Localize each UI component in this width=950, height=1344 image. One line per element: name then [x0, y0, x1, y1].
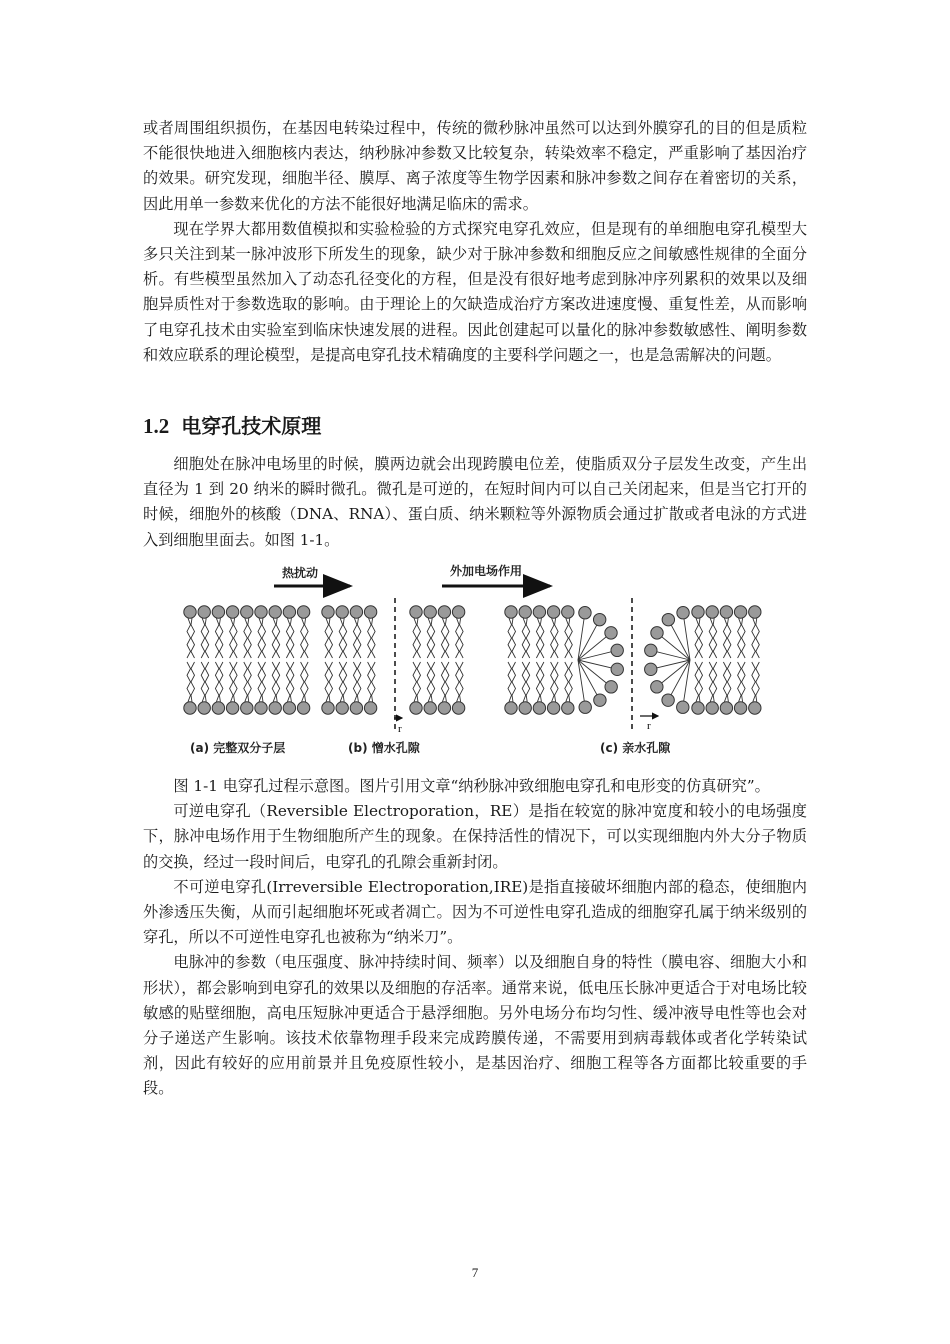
page-number: 7 — [471, 1265, 479, 1280]
lipid-head — [579, 701, 591, 713]
lipid-head — [593, 613, 605, 625]
lipid-bilayer-drawing — [184, 606, 761, 714]
lipid-tail — [244, 618, 252, 658]
lipid-tail — [723, 618, 731, 658]
lipid-tail — [325, 662, 333, 702]
lipid-tail — [427, 618, 435, 658]
lipid-head — [547, 702, 559, 714]
lipid-head — [677, 607, 689, 619]
r-label-1: r — [398, 723, 402, 735]
lipid-head — [505, 702, 517, 714]
lipid-tail — [565, 662, 573, 702]
lipid-head — [350, 606, 362, 618]
lipid-tail — [353, 662, 361, 702]
lipid-head — [720, 702, 732, 714]
panel-c-label: (c) 亲水孔隙 — [600, 741, 671, 755]
irreversible-paragraph: 不可逆电穿孔(Irreversible Electroporation,IRE)是指直接破坏细胞内部的稳态，使细胞内外渗透压失衡，从而引起细胞坏死或者凋亡。因为不可逆性电穿孔造成的细胞穿孔属于纳米级别的穿孔，所以不可逆性电穿孔也被称为“纳米刀”。 — [143, 877, 807, 947]
lipid-tail — [738, 618, 746, 658]
lipid-head — [692, 606, 704, 618]
lipid-head — [297, 702, 309, 714]
lipid-tail — [272, 662, 280, 702]
lipid-head — [734, 606, 746, 618]
lipid-head — [749, 606, 761, 618]
lipid-head — [283, 606, 295, 618]
lipid-head — [241, 606, 253, 618]
lipid-head — [438, 702, 450, 714]
intro-paragraph-1: 或者周围组织损伤，在基因电转染过程中，传统的微秒脉冲虽然可以达到外膜穿孔的目的但是质粒不能很快地进入细胞核内表达，纳秒脉冲参数又比较复杂，转染效率不稳定，严重影响了基因治疗的效果。研究发现，细胞半径、膜厚、离子浓度等生物学因素和脉冲参数之间存在着密切的关系，因此用单一参数来优化的方法不能很好地满足临床的需求。 — [143, 119, 807, 213]
lipid-head — [645, 663, 657, 675]
reversible-paragraph: 可逆电穿孔（Reversible Electroporation，RE）是指在较宽的脉冲宽度和较小的电场强度下，脉冲电场作用于生物细胞所产生的现象。在保持活性的情况下，可以实现细胞内外大分子物质的交换，经过一段时间后，电穿孔的孔隙会重新封闭。 — [143, 802, 807, 871]
section-number: 1.2 — [143, 414, 170, 438]
lipid-head — [505, 606, 517, 618]
lipid-head — [677, 701, 689, 713]
lipid-tail — [551, 662, 559, 702]
lipid-head — [519, 702, 531, 714]
lipid-tail — [187, 662, 195, 702]
lipid-tail — [456, 618, 464, 658]
lipid-head — [424, 702, 436, 714]
lipid-tail — [258, 662, 266, 702]
intro-text — [143, 116, 807, 368]
lipid-tail — [325, 618, 333, 658]
lipid-tail — [230, 618, 238, 658]
lipid-head — [255, 606, 267, 618]
lipid-head — [579, 607, 591, 619]
lipid-tail — [508, 618, 516, 658]
lipid-tail — [368, 618, 376, 658]
r-label-2: r — [647, 720, 651, 732]
lipid-head — [645, 644, 657, 656]
lipid-head — [241, 702, 253, 714]
lipid-head — [212, 702, 224, 714]
lipid-head — [562, 606, 574, 618]
lipid-head — [519, 606, 531, 618]
lipid-tail — [301, 662, 309, 702]
lipid-tail — [522, 618, 530, 658]
lipid-head — [605, 627, 617, 639]
lipid-head — [611, 663, 623, 675]
panel-a-label: (a) 完整双分子层 — [190, 741, 286, 755]
lipid-tail — [522, 662, 530, 702]
panel-b-label: (b) 憎水孔隙 — [348, 741, 420, 755]
electroporation-figure — [178, 558, 774, 768]
lipid-tail — [215, 662, 223, 702]
lipid-head — [322, 606, 334, 618]
section-paragraph: 细胞处在脉冲电场里的时候，膜两边就会出现跨膜电位差，使脂质双分子层发生改变，产生出直径为 1 到 20 纳米的瞬时微孔。微孔是可逆的，在短时间内可以自己关闭起来，但是当它打开的时候，细胞外的核酸（DNA、RNA）、蛋白质、纳米颗粒等外源物质会通过扩散或者电泳的方式进入到细胞里面去。如图 1-1。 — [143, 455, 807, 549]
lipid-head — [424, 606, 436, 618]
section-title: 电穿孔技术原理 — [181, 414, 322, 438]
lipid-tail — [752, 662, 760, 702]
lipid-head — [269, 702, 281, 714]
lipid-tail — [709, 662, 717, 702]
lipid-head — [226, 702, 238, 714]
lipid-head — [605, 681, 617, 693]
lipid-tail — [508, 662, 516, 702]
lipid-head — [662, 613, 674, 625]
lipid-head — [562, 702, 574, 714]
lipid-tail — [738, 662, 746, 702]
lipid-tail — [258, 618, 266, 658]
lipid-head — [749, 702, 761, 714]
lipid-tail — [353, 618, 361, 658]
lipid-head — [198, 606, 210, 618]
lipid-head — [184, 702, 196, 714]
lipid-head — [322, 702, 334, 714]
lipid-tail — [286, 618, 294, 658]
lipid-head — [336, 606, 348, 618]
lipid-head — [651, 627, 663, 639]
lipid-head — [720, 606, 732, 618]
lipid-head — [212, 606, 224, 618]
lipid-head — [692, 702, 704, 714]
arrow2-label: 外加电场作用 — [450, 564, 523, 578]
lipid-tail — [427, 662, 435, 702]
lipid-head — [410, 606, 422, 618]
lipid-tail — [456, 662, 464, 702]
lipid-head — [594, 694, 606, 706]
lipid-head — [269, 606, 281, 618]
arrow1-label: 热扰动 — [282, 566, 319, 580]
lipid-head — [533, 702, 545, 714]
lipid-head — [734, 702, 746, 714]
lipid-tail — [286, 662, 294, 702]
lipid-head — [452, 606, 464, 618]
lipid-tail — [301, 618, 309, 658]
section-heading — [143, 410, 321, 439]
lipid-head — [336, 702, 348, 714]
lipid-head — [706, 702, 718, 714]
lipid-tail — [201, 662, 209, 702]
lipid-head — [255, 702, 267, 714]
lipid-tail — [536, 618, 544, 658]
lipid-tail — [709, 618, 717, 658]
lipid-tail — [339, 618, 347, 658]
lipid-head — [706, 606, 718, 618]
lipid-tail — [752, 618, 760, 658]
lipid-head — [184, 606, 196, 618]
lipid-tail — [695, 618, 703, 658]
lipid-head — [662, 694, 674, 706]
lipid-tail — [695, 662, 703, 702]
lipid-tail — [536, 662, 544, 702]
lipid-head — [283, 702, 295, 714]
lipid-head — [198, 702, 210, 714]
parameters-paragraph: 电脉冲的参数（电压强度、脉冲持续时间、频率）以及细胞自身的特性（膜电容、细胞大小和形状），都会影响到电穿孔的效果以及细胞的存活率。通常来说，低电压长脉冲更适合于对电场比较敏感的贴壁细胞，高电压短脉冲更适合于悬浮细胞。另外电场分布均匀性、缓冲液导电性等也会对分子递送产生影响。该技术依靠物理手段来完成跨膜传递，不需要用到病毒载体或者化学转染试剂，因此有较好的应用前景并且免疫原性较小，是基因治疗、细胞工程等各方面都比较重要的手段。 — [143, 953, 807, 1098]
lipid-tail — [272, 618, 280, 658]
intro-paragraph-2: 现在学界大都用数值模拟和实验检验的方式探究电穿孔效应，但是现有的单细胞电穿孔模型大多只关注到某一脉冲波形下所发生的现象，缺少对于脉冲参数和细胞反应之间敏感性规律的全面分析。有些模型虽然加入了动态孔径变化的方程，但是没有很好地考虑到脉冲序列累积的效果以及细胞异质性对于参数选取的影响。由于理论上的欠缺造成治疗方案改进速度慢、重复性差，从而影响了电穿孔技术由实验室到临床快速发展的进程。因此创建起可以量化的脉冲参数敏感性、阐明参数和效应联系的理论模型，是提高电穿孔技术精确度的主要科学问题之一，也是急需解决的问题。 — [143, 219, 807, 364]
after-text — [143, 774, 807, 1102]
lipid-tail — [441, 662, 449, 702]
lipid-tail — [201, 618, 209, 658]
lipid-tail — [230, 662, 238, 702]
lipid-tail — [215, 618, 223, 658]
lipid-head — [611, 644, 623, 656]
lipid-head — [651, 681, 663, 693]
lipid-head — [297, 606, 309, 618]
lipid-tail — [413, 662, 421, 702]
lipid-head — [364, 702, 376, 714]
lipid-head — [226, 606, 238, 618]
lipid-tail — [441, 618, 449, 658]
lipid-head — [410, 702, 422, 714]
lipid-tail — [244, 662, 252, 702]
lipid-head — [438, 606, 450, 618]
lipid-tail — [723, 662, 731, 702]
lipid-head — [533, 606, 545, 618]
lipid-tail — [187, 618, 195, 658]
figure-caption: 图 1-1 电穿孔过程示意图。图片引用文章“纳秒脉冲致细胞电穿孔和电形变的仿真研究”。 — [173, 777, 770, 795]
lipid-tail — [339, 662, 347, 702]
lipid-tail — [565, 618, 573, 658]
lipid-head — [547, 606, 559, 618]
lipid-head — [452, 702, 464, 714]
lipid-tail — [551, 618, 559, 658]
lipid-head — [364, 606, 376, 618]
section-text — [143, 452, 807, 553]
lipid-head — [350, 702, 362, 714]
lipid-tail — [368, 662, 376, 702]
lipid-tail — [413, 618, 421, 658]
